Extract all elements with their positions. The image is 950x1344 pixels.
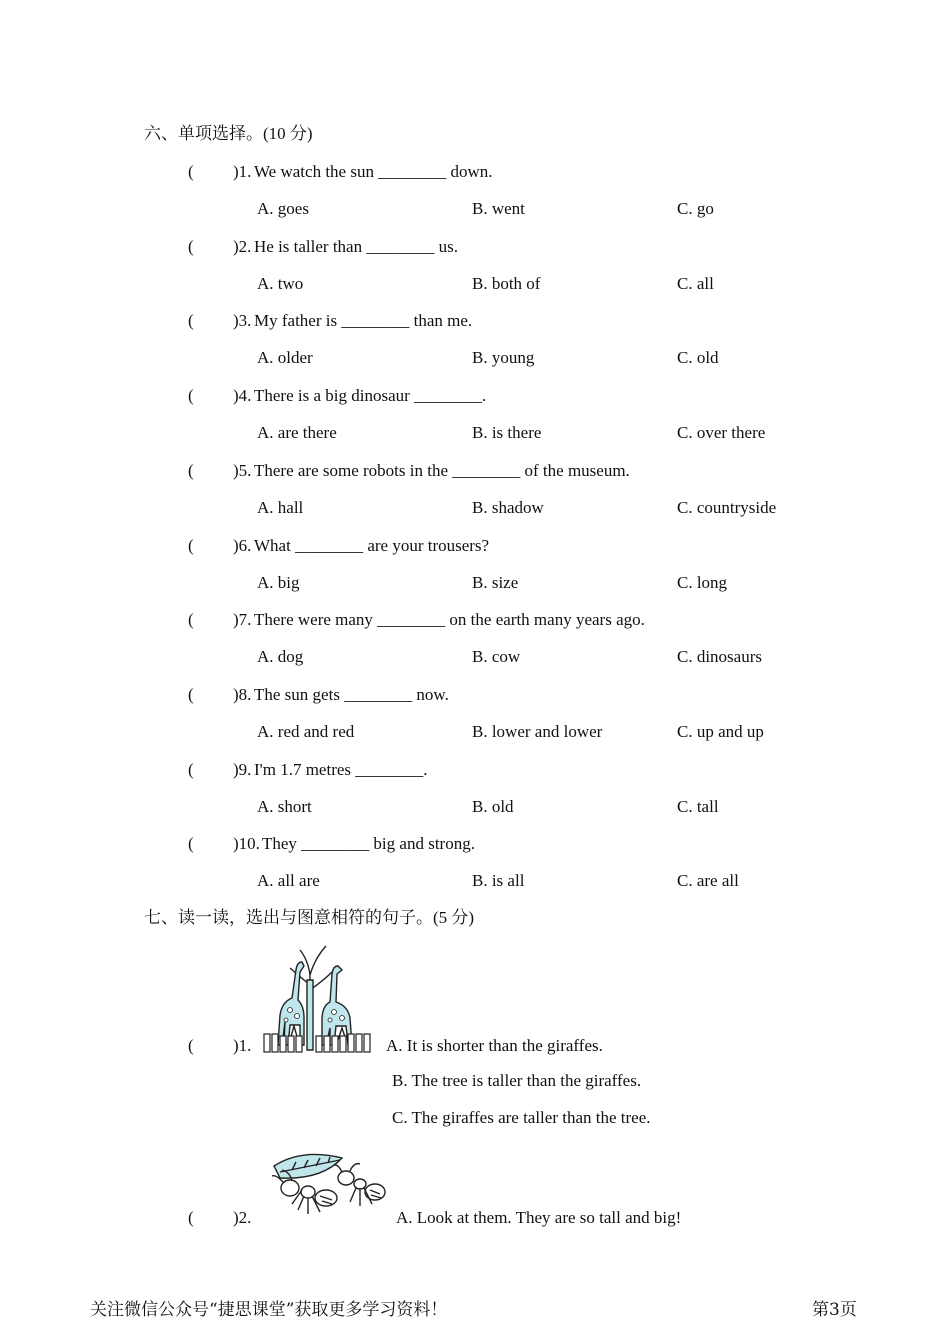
- question-text: There is a big dinosaur ________.: [254, 386, 487, 405]
- option-a: A. older: [257, 348, 313, 367]
- question-number: )2.: [233, 237, 252, 256]
- option-a: A. goes: [257, 199, 309, 218]
- answer-blank-open[interactable]: (: [188, 685, 194, 704]
- answer-blank-open[interactable]: (: [188, 461, 194, 480]
- question-number: )3.: [233, 311, 252, 330]
- question-text: There are some robots in the ________ of the museum.: [254, 461, 630, 480]
- option-c: C. tall: [677, 797, 719, 816]
- option-b: B. old: [472, 797, 514, 816]
- option-c: C. go: [677, 199, 714, 218]
- option-a: A. two: [257, 274, 304, 293]
- option-c: C. over there: [677, 423, 766, 442]
- section-6-title: 六、单项选择。(10 分): [144, 124, 313, 143]
- answer-blank-open[interactable]: (: [188, 760, 194, 779]
- section-7-title: 七、读一读，选出与图意相符的句子。(5 分): [144, 908, 475, 927]
- ants-leaf-icon: [262, 1148, 388, 1228]
- question-text: What ________ are your trousers?: [254, 536, 490, 555]
- question-number: )10.: [233, 834, 260, 853]
- option-c: C. up and up: [677, 722, 764, 741]
- option-b: B. young: [472, 348, 535, 367]
- question-number: )9.: [233, 760, 252, 779]
- answer-blank-open[interactable]: (: [188, 536, 194, 555]
- question-text: We watch the sun ________ down.: [254, 162, 493, 181]
- option-c: C. countryside: [677, 498, 777, 517]
- answer-blank-open[interactable]: (: [188, 834, 194, 853]
- question-text: I'm 1.7 metres ________.: [254, 760, 428, 779]
- giraffes-tree-icon: [260, 940, 375, 1055]
- item-number: )1.: [233, 1036, 252, 1055]
- item-1-option-a: A. It is shorter than the giraffes.: [386, 1036, 603, 1055]
- option-a: A. big: [257, 573, 300, 592]
- option-c: C. long: [677, 573, 728, 592]
- option-a: A. red and red: [257, 722, 355, 741]
- option-b: B. is there: [472, 423, 542, 442]
- option-a: A. all are: [257, 871, 320, 890]
- question-number: )1.: [233, 162, 252, 181]
- option-b: B. cow: [472, 647, 521, 666]
- option-b: B. went: [472, 199, 525, 218]
- option-a: A. dog: [257, 647, 304, 666]
- question-text: They ________ big and strong.: [262, 834, 475, 853]
- option-a: A. hall: [257, 498, 304, 517]
- question-number: )8.: [233, 685, 252, 704]
- option-b: B. both of: [472, 274, 541, 293]
- option-b: B. shadow: [472, 498, 544, 517]
- answer-blank-open[interactable]: (: [188, 162, 194, 181]
- question-text: My father is ________ than me.: [254, 311, 473, 330]
- footer-note: 关注微信公众号“捷思课堂”获取更多学习资料！: [90, 1300, 448, 1320]
- option-b: B. lower and lower: [472, 722, 603, 741]
- option-c: C. dinosaurs: [677, 647, 762, 666]
- answer-blank-open[interactable]: (: [188, 1208, 194, 1227]
- question-number: )7.: [233, 610, 252, 629]
- item-1-option-c: C. The giraffes are taller than the tree.: [392, 1108, 651, 1127]
- question-text: He is taller than ________ us.: [254, 237, 458, 256]
- question-number: )6.: [233, 536, 252, 555]
- option-b: B. size: [472, 573, 519, 592]
- answer-blank-open[interactable]: (: [188, 386, 194, 405]
- item-1-option-b: B. The tree is taller than the giraffes.: [392, 1071, 642, 1090]
- option-a: A. short: [257, 797, 312, 816]
- option-c: C. old: [677, 348, 719, 367]
- answer-blank-open[interactable]: (: [188, 237, 194, 256]
- answer-blank-open[interactable]: (: [188, 610, 194, 629]
- answer-blank-open[interactable]: (: [188, 311, 194, 330]
- option-b: B. is all: [472, 871, 525, 890]
- question-number: )4.: [233, 386, 252, 405]
- question-text: The sun gets ________ now.: [254, 685, 449, 704]
- question-number: )5.: [233, 461, 252, 480]
- answer-blank-open[interactable]: (: [188, 1036, 194, 1055]
- question-text: There were many ________ on the earth many years ago.: [254, 610, 645, 629]
- option-a: A. are there: [257, 423, 337, 442]
- page-number: 第3页: [812, 1300, 857, 1320]
- item-2-option-a: A. Look at them. They are so tall and big!: [396, 1208, 682, 1227]
- option-c: C. all: [677, 274, 714, 293]
- option-c: C. are all: [677, 871, 739, 890]
- item-number: )2.: [233, 1208, 252, 1227]
